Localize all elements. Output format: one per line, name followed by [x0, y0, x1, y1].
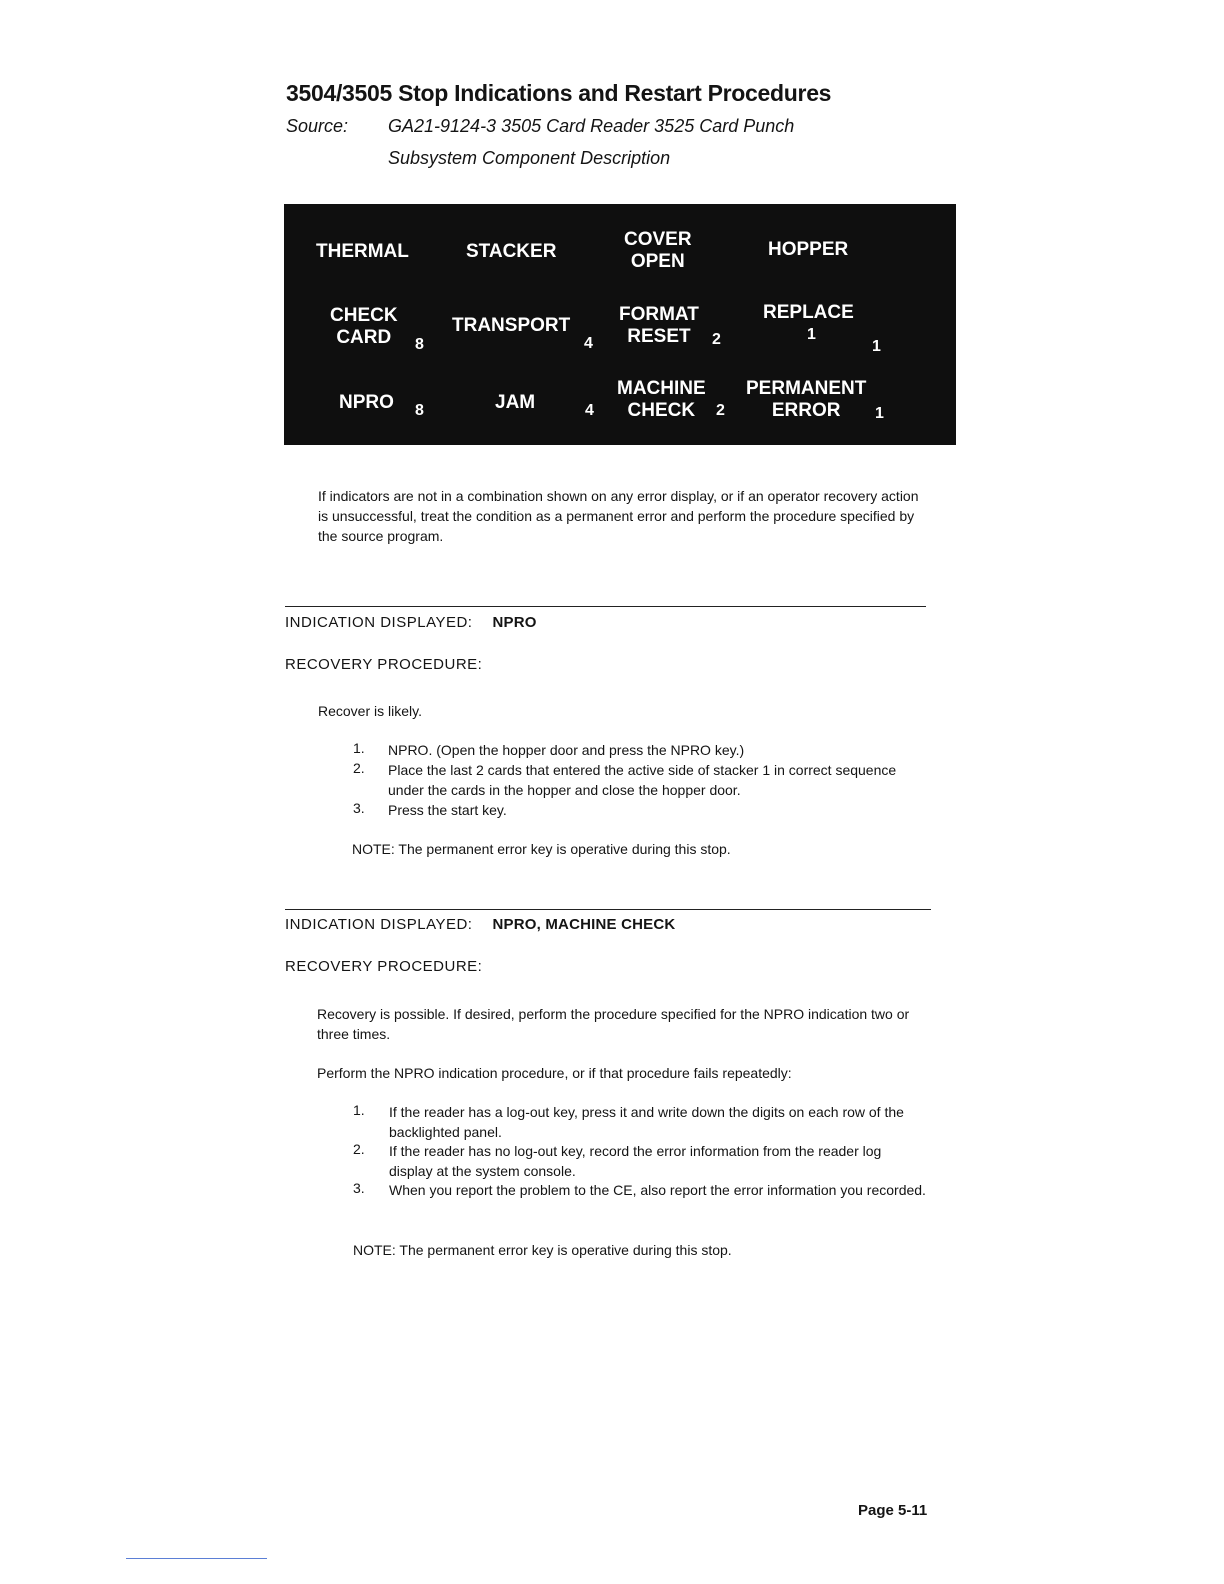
indicator-stacker: STACKER	[466, 241, 557, 262]
indicator-format-reset: FORMAT RESET	[619, 304, 699, 347]
indicator-replace: REPLACE	[763, 302, 854, 323]
page-title: 3504/3505 Stop Indications and Restart Procedures	[286, 80, 832, 106]
transport-number: 4	[584, 335, 593, 352]
recovery-label-1: RECOVERY PROCEDURE:	[285, 656, 483, 673]
format-reset-number: 2	[712, 331, 721, 348]
source-line-1: GA21-9124-3 3505 Card Reader 3525 Card Punch	[388, 116, 795, 136]
indicator-machine-check: MACHINE CHECK	[617, 378, 706, 421]
permanent-error-number: 1	[875, 405, 884, 422]
indicator-thermal: THERMAL	[316, 241, 409, 262]
step-text: When you report the problem to the CE, also report the error information you recorded.	[389, 1182, 926, 1198]
recovery-paragraph-2: Perform the NPRO indication procedure, or if that procedure fails repeatedly:	[317, 1065, 792, 1081]
npro-number: 8	[415, 402, 424, 419]
step-number: 1.	[353, 1102, 365, 1118]
check-card-number: 8	[415, 336, 424, 353]
indication-header-1	[285, 614, 537, 631]
indicator-check-card: CHECK CARD	[330, 305, 398, 348]
indicator-jam: JAM	[495, 392, 536, 413]
indicator-transport: TRANSPORT	[452, 315, 571, 336]
indicator-npro: NPRO	[339, 392, 394, 413]
indication-label: INDICATION DISPLAYED:	[285, 916, 473, 933]
indicator-panel	[284, 204, 956, 445]
step-number: 3.	[353, 1180, 365, 1196]
step-number: 2.	[353, 1141, 365, 1157]
step-text: Press the start key.	[388, 802, 507, 818]
step-number: 3.	[353, 800, 365, 816]
step-number: 1.	[353, 740, 365, 756]
intro-paragraph: If indicators are not in a combination shown on any error display, or if an operator recovery action is unsuccessful, treat the condition as a permanent error and perform the procedure specified by the source program.	[318, 488, 919, 544]
step-text: If the reader has a log-out key, press it and write down the digits on each row of the backlighted panel.	[389, 1104, 904, 1140]
jam-number: 4	[585, 402, 594, 419]
indication-value: NPRO, MACHINE CHECK	[492, 916, 676, 933]
section-divider	[285, 606, 926, 607]
source-label: Source:	[286, 116, 349, 136]
indicator-permanent-error: PERMANENT ERROR	[746, 378, 867, 421]
replace-number-a: 1	[807, 326, 816, 343]
section-divider	[285, 909, 931, 910]
replace-number-b: 1	[872, 338, 881, 355]
indication-header-2	[285, 916, 675, 933]
recovery-paragraph-1: Recovery is possible. If desired, perform the procedure specified for the NPRO indication two or three times.	[317, 1006, 910, 1042]
step-text: Place the last 2 cards that entered the active side of stacker 1 in correct sequence under the cards in the hopper and close the hopper door.	[388, 762, 897, 798]
machine-check-number: 2	[716, 402, 725, 419]
source-line-2: Subsystem Component Description	[388, 148, 671, 168]
indication-value: NPRO	[492, 614, 537, 631]
footer-rule	[126, 1558, 267, 1559]
recover-text: Recover is likely.	[318, 703, 422, 719]
recovery-label-2: RECOVERY PROCEDURE:	[285, 958, 483, 975]
step-number: 2.	[353, 760, 365, 776]
indicator-hopper: HOPPER	[768, 239, 849, 260]
indicator-cover-open: COVER OPEN	[624, 229, 692, 272]
note-1: NOTE: The permanent error key is operative during this stop.	[352, 841, 731, 857]
step-text: If the reader has no log-out key, record the error information from the reader log display at the system console.	[389, 1143, 882, 1179]
indication-label: INDICATION DISPLAYED:	[285, 614, 473, 631]
note-2: NOTE: The permanent error key is operative during this stop.	[353, 1242, 732, 1258]
step-text: NPRO. (Open the hopper door and press the NPRO key.)	[388, 742, 745, 758]
page-number: Page 5-11	[858, 1502, 928, 1519]
